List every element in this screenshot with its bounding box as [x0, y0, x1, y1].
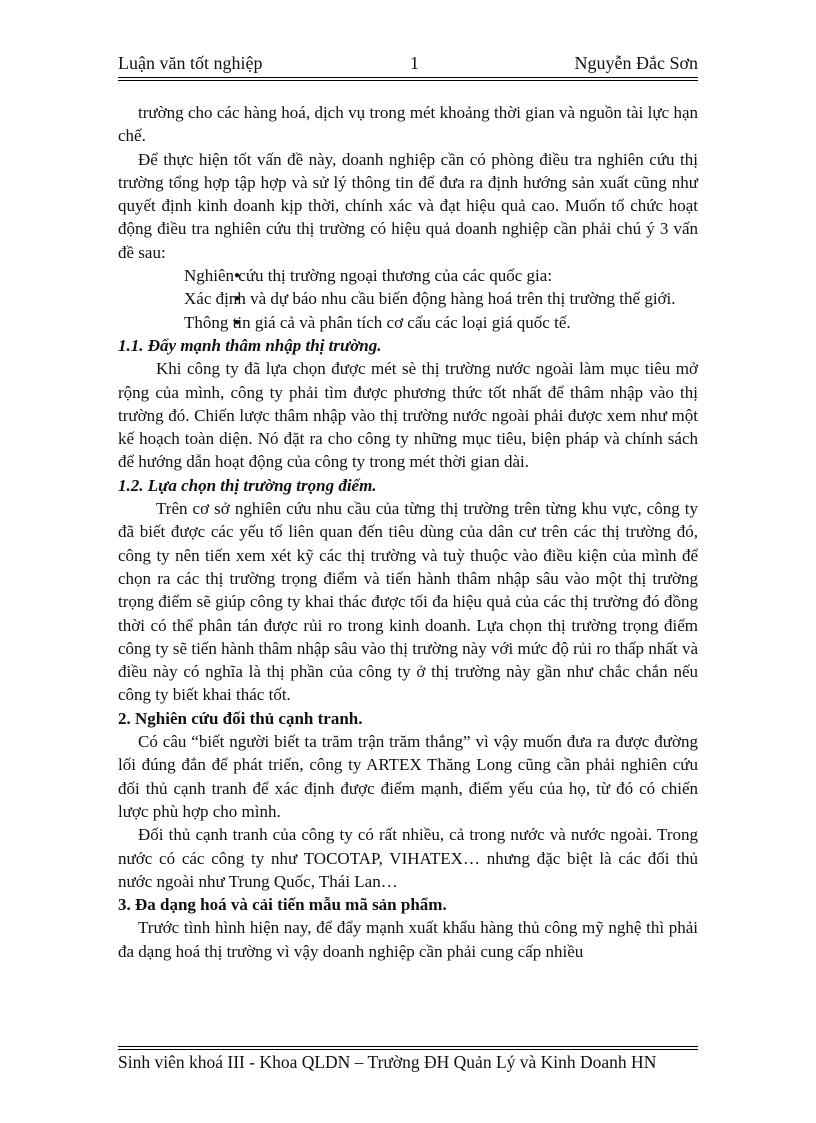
footer-divider-thin	[118, 1049, 698, 1050]
bullet-item: ● Thông tin giá cả và phân tích cơ cấu các loại giá quốc tế.	[118, 311, 698, 334]
header-document-title: Luận văn tốt nghiệp	[118, 53, 263, 73]
paragraph: Đối thủ cạnh tranh của công ty có rất nhiều, cả trong nước và nước ngoài. Trong nước có các công ty như TOCOTAP, VIHATEX… nhưng đặc biệt là các đối thủ nước ngoài như Trung Quốc, Thái Lan…	[118, 825, 698, 891]
paragraph: trường cho các hàng hoá, dịch vụ trong mét khoảng thời gian và nguồn tài lực hạn chế.	[118, 103, 698, 146]
section-heading-1-2: 1.2. Lựa chọn thị trường trọng điểm.	[118, 475, 377, 495]
footer-divider	[118, 1046, 698, 1047]
section-heading-1-1: 1.1. Đẩy mạnh thâm nhập thị trường.	[118, 335, 382, 355]
header-author-name: Nguyễn Đắc Sơn	[574, 53, 698, 73]
paragraph: Có câu “biết người biết ta trăm trận trăm thắng” vì vậy muốn đưa ra được đường lối đúng đắn để phát triển, công ty ARTEX Thăng Long cũng cần phải nghiên cứu đối thủ cạnh tranh để xác định được điểm mạnh, điểm yếu của họ, từ đó có chiến lược phù hợp cho mình.	[118, 732, 698, 821]
paragraph: Trên cơ sở nghiên cứu nhu cầu của từng thị trường trên từng khu vực, công ty đã biết được các yếu tố liên quan đến tiêu dùng của dân cư trên các thị trường đó, công ty nên tiến xem xét kỹ các thị trường và tuỳ thuộc vào điều kiện của mình để chọn ra các thị trường trọng điểm và tiến hành thâm nhập sâu vào một thị trường trọng điểm sẽ giúp công ty khai thác được tối đa hiệu quả của các thị trường đó đồng thời có thể phân tán được rủi ro trong kinh doanh. Lựa chọn thị trường trọng điểm công ty sẽ tiến hành thâm nhập sâu vào thị trường này với mức độ rủi ro thấp nhất và điều này có nghĩa là thị phần của công ty ở thị trường này gần như chắc chắn nếu công ty biết khai thác tốt.	[118, 499, 698, 705]
section-heading-2: 2. Nghiên cứu đối thủ cạnh tranh.	[118, 708, 363, 728]
paragraph: Trước tình hình hiện nay, để đẩy mạnh xuất khẩu hàng thủ công mỹ nghệ thì phải đa dạng hoá thị trường vì vậy doanh nghiệp cần phải cung cấp nhiều	[118, 918, 698, 961]
page-footer: Sinh viên khoá III - Khoa QLDN – Trường ĐH Quản Lý và Kinh Doanh HN	[118, 1052, 657, 1072]
header-divider-thin	[118, 80, 698, 81]
header-page-number: 1	[410, 53, 419, 73]
bullet-item: ● Nghiên cứu thị trường ngoại thương của các quốc gia:	[118, 264, 698, 287]
bullet-list	[118, 264, 698, 334]
section-heading-3: 3. Đa dạng hoá và cải tiến mẫu mã sản phẩm.	[118, 895, 447, 915]
bullet-item: ● Xác định và dự báo nhu cầu biến động hàng hoá trên thị trường thế giới.	[118, 287, 698, 310]
header-divider	[118, 77, 698, 78]
page-body	[118, 101, 698, 963]
page-header	[118, 51, 698, 75]
paragraph: Để thực hiện tốt vấn đề này, doanh nghiệp cần có phòng điều tra nghiên cứu thị trường tổng hợp tập hợp và sử lý thông tin để đưa ra định hướng sản xuất cũng như quyết định kinh doanh kịp thời, chính xác và đạt hiệu quả cao. Muốn tổ chức hoạt động điều tra nghiên cứu thị trường có hiệu quả doanh nghiệp cần phải chú ý 3 vấn đề sau:	[118, 149, 698, 262]
paragraph: Khi công ty đã lựa chọn được mét sè thị trường nước ngoài làm mục tiêu mở rộng của mình, công ty phải tìm được phương thức tốt nhất để thâm nhập vào thị trường đó. Chiến lược thâm nhập vào thị trường nước ngoài phải được xem như một kế hoạch toàn diện. Nó đặt ra cho công ty những mục tiêu, biện pháp và chính sách để hướng dẫn hoạt động của công ty trong mét thời gian dài.	[118, 359, 698, 472]
